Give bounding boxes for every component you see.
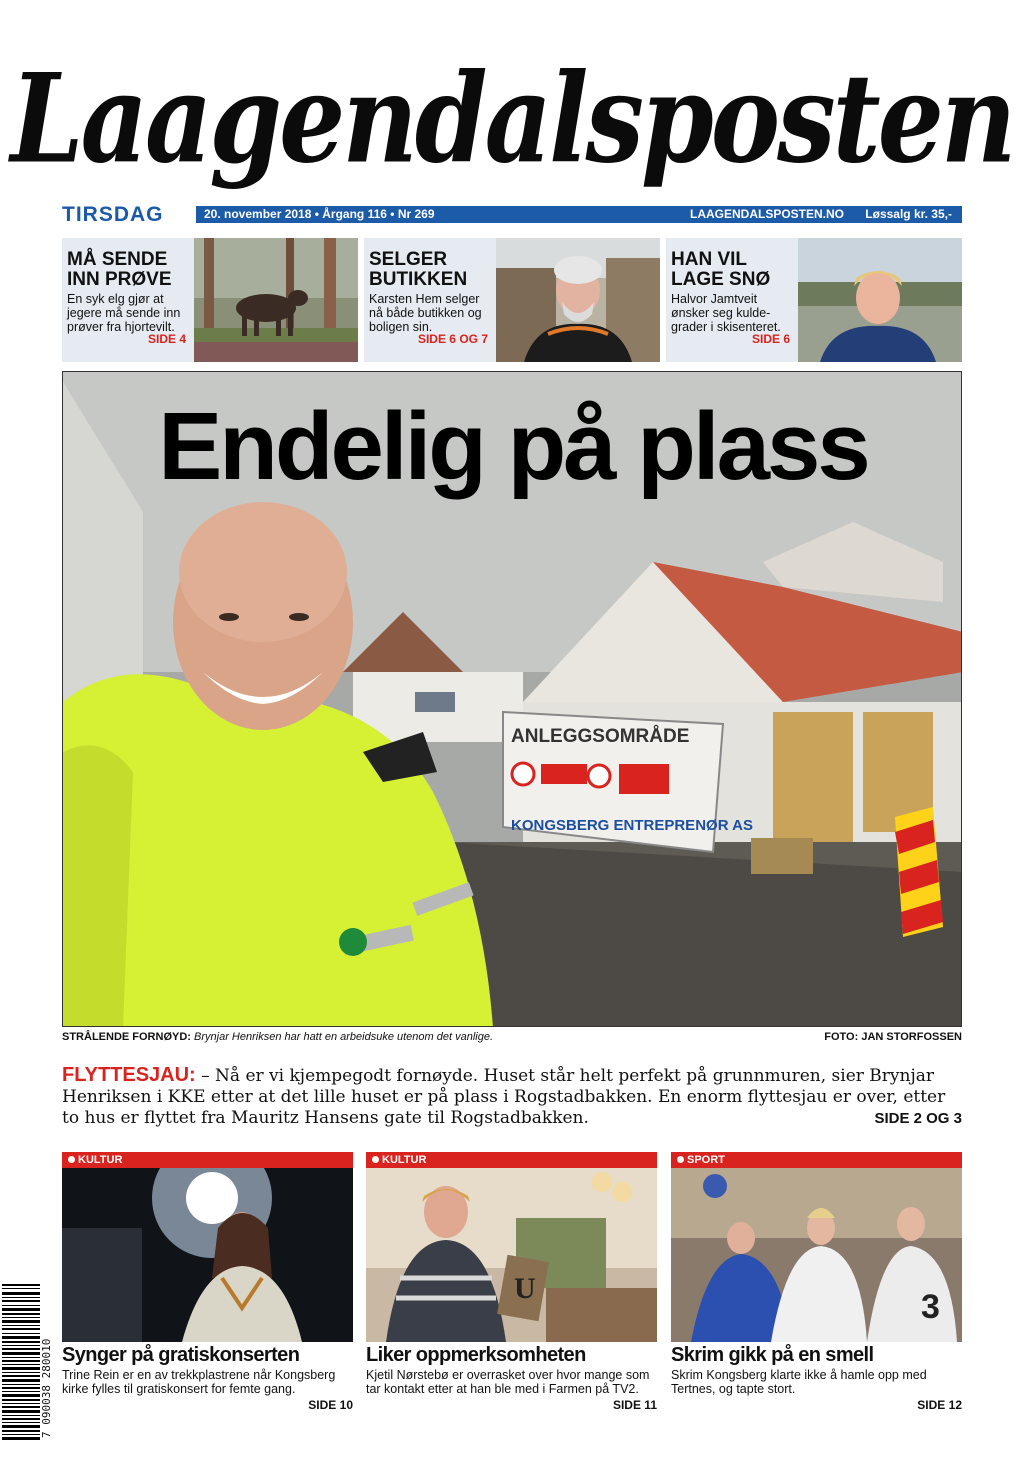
- dateline: [62, 203, 962, 227]
- section-tag-label: SPORT: [687, 1154, 725, 1166]
- photo-caption: [62, 1031, 962, 1047]
- teaser-strip: [62, 238, 962, 362]
- lead-text: – Nå er vi kjempegodt fornøyde. Huset står helt perfekt på grunnmuren, sier Brynjar Henriksen i KKE etter at det lille huset er på plass i Rogstadbakken. En enorm flyttesjau er over, etter to hus er flyttet fra Mauritz Hansens gate til Rogstadbakken.: [62, 1066, 946, 1128]
- caption-text: Brynjar Henriksen har hatt en arbeidsuke utenom det vanlige.: [194, 1031, 494, 1043]
- caption-label: STRÅLENDE FORNØYD:: [62, 1031, 191, 1043]
- halvor-jamtveit-photo: [798, 238, 962, 362]
- story-page-ref: SIDE 12: [917, 1398, 962, 1412]
- kjetil-norstebo-photo: [366, 1168, 657, 1342]
- teaser-headline: HAN VIL LAGE SNØ: [671, 249, 771, 290]
- teaser-page: SIDE 6: [751, 332, 790, 346]
- price: Løssalg kr. 35,-: [865, 207, 952, 221]
- teaser-snow[interactable]: [666, 238, 962, 362]
- section-tag: [366, 1152, 657, 1168]
- story-headline: Skrim gikk på en smell: [671, 1344, 874, 1366]
- section-tag-label: KULTUR: [382, 1154, 427, 1166]
- teaser-page: SIDE 4: [147, 332, 186, 346]
- weekday: TIRSDAG: [62, 203, 164, 226]
- trine-rein-photo: [62, 1168, 353, 1342]
- issue-info: 20. november 2018 • Årgang 116 • Nr 269: [204, 207, 435, 221]
- website-link[interactable]: LAAGENDALSPOSTEN.NO: [690, 207, 845, 221]
- story-sport-handball[interactable]: [671, 1152, 962, 1462]
- lead-page-ref[interactable]: SIDE 2 OG 3: [874, 1110, 962, 1127]
- section-tag: [62, 1152, 353, 1168]
- lead-paragraph: [62, 1065, 962, 1129]
- teaser-headline: SELGER BUTIKKEN: [369, 249, 468, 290]
- story-headline: Liker oppmerksomheten: [366, 1344, 586, 1366]
- story-body: Kjetil Nørstebø er overrasket over hvor mange som tar kontakt etter at han ble med i Farmen på TV2.: [366, 1368, 650, 1396]
- section-tag-label: KULTUR: [78, 1154, 123, 1166]
- story-kultur-concert[interactable]: [62, 1152, 353, 1462]
- teaser-body: Karsten Hem selger nå både butikken og boligen sin.: [369, 292, 482, 334]
- teaser-shop[interactable]: [364, 238, 660, 362]
- section-tag: [671, 1152, 962, 1168]
- main-photo: [62, 371, 962, 1027]
- teaser-body: Halvor Jamtveit ønsker seg kulde-grader i skisenteret.: [671, 292, 781, 334]
- bullet-icon: [68, 1156, 75, 1163]
- story-page-ref: SIDE 10: [308, 1398, 353, 1412]
- handball-photo: [671, 1168, 962, 1342]
- story-body: Skrim Kongsberg klarte ikke å hamle opp med Tertnes, og tapte stort.: [671, 1368, 927, 1396]
- teaser-moose[interactable]: [62, 238, 358, 362]
- svg-text:U: U: [514, 1272, 536, 1305]
- info-bar: [196, 206, 962, 223]
- main-headline[interactable]: Endelig på plass: [158, 393, 868, 500]
- teaser-headline: MÅ SENDE INN PRØVE: [67, 249, 172, 290]
- svg-text:3: 3: [921, 1288, 940, 1326]
- lead-kicker: FLYTTESJAU:: [62, 1064, 196, 1086]
- bullet-icon: [372, 1156, 379, 1163]
- teaser-page: SIDE 6 OG 7: [417, 332, 488, 346]
- story-kultur-farmen[interactable]: [366, 1152, 657, 1462]
- photo-credit: FOTO: JAN STORFOSSEN: [824, 1031, 962, 1043]
- story-headline: Synger på gratiskonserten: [62, 1344, 300, 1366]
- moose-photo: [194, 238, 358, 362]
- masthead: [0, 44, 1024, 194]
- teaser-body: En syk elg gjør at jegere må sende inn prøver fra hjortevilt.: [67, 292, 181, 334]
- newspaper-logo: Laagendalsposten: [10, 45, 1014, 191]
- barcode-number: 7 090038 280010: [40, 1338, 53, 1438]
- karsten-hem-photo: [496, 238, 660, 362]
- story-page-ref: SIDE 11: [612, 1398, 657, 1412]
- sign-company: KONGSBERG ENTREPRENØR AS: [511, 817, 753, 834]
- sign-text: ANLEGGSOMRÅDE: [511, 726, 690, 747]
- story-body: Trine Rein er en av trekkplastrene når Kongsberg kirke fylles til gratiskonsert for femte gang.: [62, 1368, 336, 1396]
- bullet-icon: [677, 1156, 684, 1163]
